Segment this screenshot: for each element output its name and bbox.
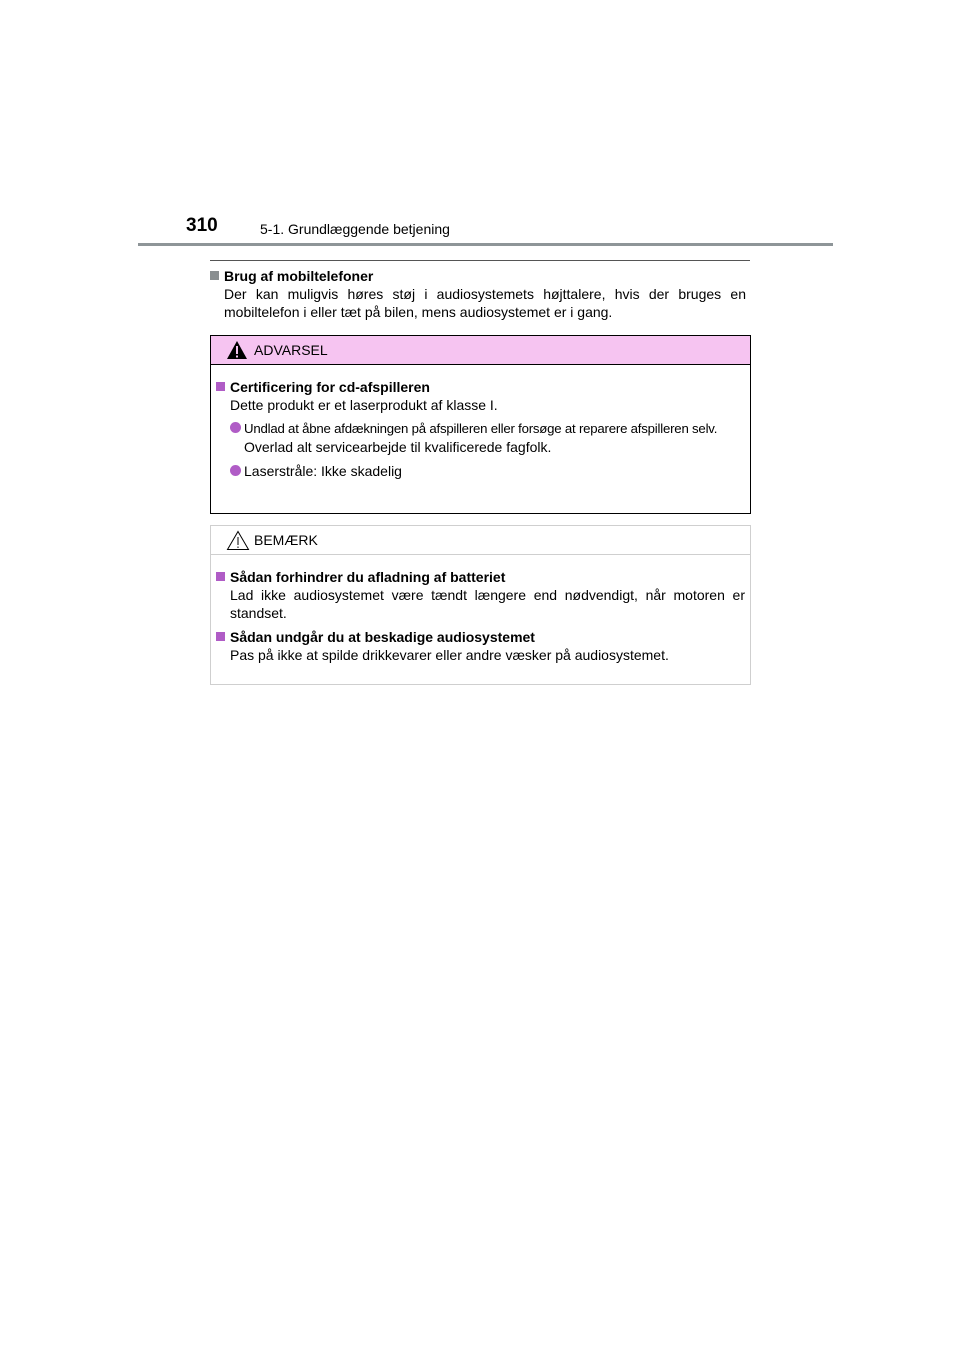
warning-text: Dette produkt er et laserprodukt af klasse I.: [230, 397, 498, 413]
notice-triangle-icon: [226, 530, 250, 551]
chapter-title: 5-1. Grundlæggende betjening: [260, 221, 450, 237]
info-section: [210, 267, 746, 321]
notice-text-2: Pas på ikke at spilde drikkevarer eller andre væsker på audiosystemet.: [230, 647, 669, 663]
notice-box: [210, 525, 751, 685]
notice-text-1: Lad ikke audiosystemet være tændt længere end nødvendigt, når motoren er standset.: [230, 587, 745, 621]
warning-header: [211, 336, 750, 365]
notice-heading-1: [216, 568, 745, 586]
notice-heading-2: [216, 628, 745, 646]
warning-label: ADVARSEL: [254, 342, 328, 358]
warning-box: [210, 335, 751, 514]
notice-header: [211, 526, 750, 555]
notice-heading-text: Sådan forhindrer du afladning af batteriet: [230, 569, 506, 585]
square-bullet-icon: [216, 572, 225, 581]
round-bullet-icon: [230, 465, 241, 476]
notice-label: BEMÆRK: [254, 532, 318, 548]
list-item: [230, 462, 745, 480]
info-heading-text: Brug af mobiltelefoner: [224, 268, 374, 284]
square-bullet-icon: [210, 271, 219, 280]
warning-heading-text: Certificering for cd-afspilleren: [230, 379, 430, 395]
header-rule: [138, 243, 833, 246]
info-text: Der kan muligvis høres støj i audiosystemets højttalere, hvis der bruges en mobiltelefon i eller tæt på bilen, mens audiosystemet er i gang.: [224, 286, 746, 320]
bullet-text: Undlad at åbne afdækningen på afspilleren eller forsøge at reparere afspilleren selv.: [244, 421, 718, 436]
round-bullet-icon: [230, 422, 241, 433]
square-bullet-icon: [216, 632, 225, 641]
warning-heading: [216, 378, 745, 396]
square-bullet-icon: [216, 382, 225, 391]
list-item: [230, 419, 745, 456]
bullet-text: Laserstråle: Ikke skadelig: [244, 463, 402, 479]
warning-content: [211, 365, 750, 480]
warning-triangle-icon: [226, 340, 248, 360]
notice-heading-text: Sådan undgår du at beskadige audiosystemet: [230, 629, 535, 645]
notice-content: [211, 555, 750, 664]
bullet-text: Overlad alt servicearbejde til kvalificerede fagfolk.: [244, 439, 552, 455]
info-heading: [210, 267, 746, 285]
page-number: 310: [186, 215, 218, 236]
section-rule: [210, 260, 750, 261]
